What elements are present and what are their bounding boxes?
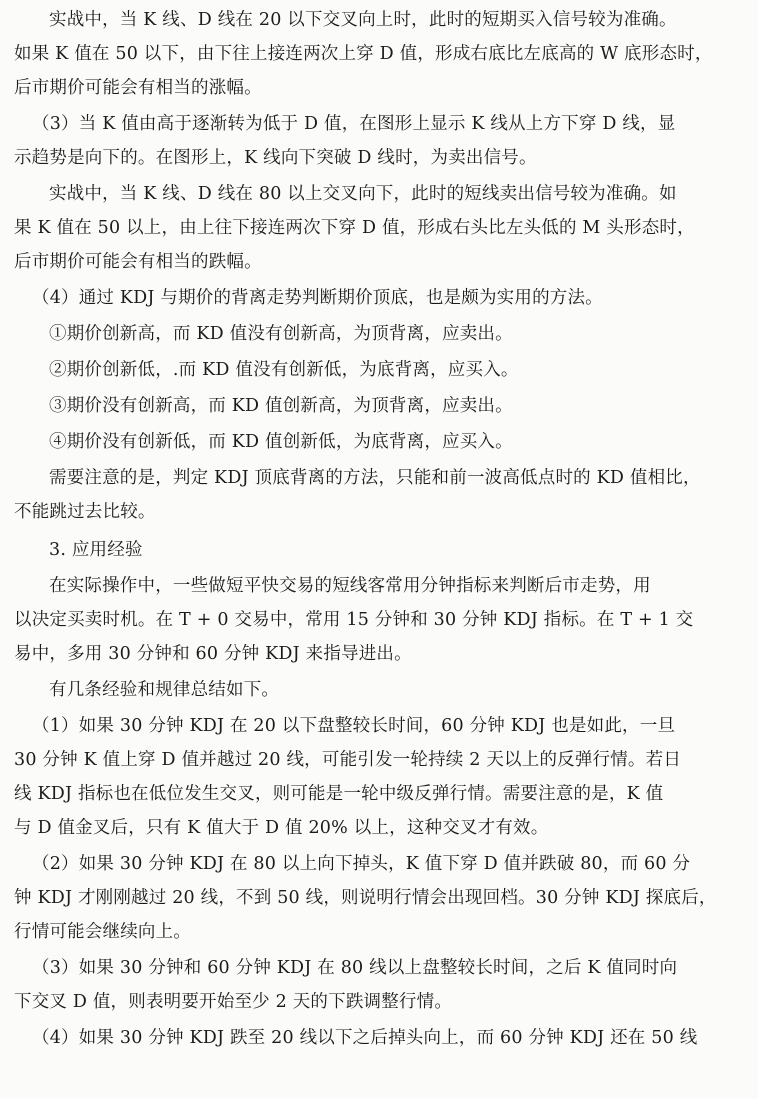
list-item [14, 317, 744, 351]
text-line: 需要注意的是，判定 KDJ 顶底背离的方法，只能和前一波高低点时的 KD 值相比， [49, 468, 701, 488]
text-line: ③期价没有创新高，而 KD 值创新高，为顶背离，应卖出。 [49, 396, 513, 416]
paragraph [14, 1021, 744, 1055]
text-line: （1）如果 30 分钟 KDJ 在 20 以下盘整较长时间，60 分钟 KDJ 也是如此，一旦 [32, 716, 676, 736]
text-line: 30 分钟 K 值上穿 D 值并越过 20 线，可能引发一轮持续 2 天以上的反弹行情。若日 [14, 750, 682, 770]
text-line: 以决定买卖时机。在 T + 0 交易中，常用 15 分钟和 30 分钟 KDJ 指标。在 T + 1 交 [14, 610, 694, 630]
text-line: ②期价创新低，.而 KD 值没有创新低，为底背离，应买入。 [49, 360, 519, 380]
text-line: 果 K 值在 50 以上，由上往下接连两次下穿 D 值，形成右头比左头低的 M 头形态时， [14, 218, 695, 238]
text-line: 3. 应用经验 [49, 540, 143, 560]
paragraph [14, 951, 744, 1019]
text-line: （3）当 K 值由高于逐渐转为低于 D 值，在图形上显示 K 线从上方下穿 D 线，显 [32, 114, 676, 134]
text-line: ④期价没有创新低，而 KD 值创新低，为底背离，应买入。 [49, 432, 513, 452]
paragraph [14, 847, 744, 949]
paragraph [14, 3, 744, 105]
text-line: 线 KDJ 指标也在低位发生交叉，则可能是一轮中级反弹行情。需要注意的是，K 值 [14, 784, 664, 804]
text-line: 如果 K 值在 50 以下，由下往上接连两次上穿 D 值，形成右底比左底高的 W 底形态时， [14, 44, 713, 64]
text-line: 实战中，当 K 线、D 线在 20 以下交叉向上时，此时的短期买入信号较为准确。 [49, 10, 677, 30]
text-line: 示趋势是向下的。在图形上，K 线向下突破 D 线时，为卖出信号。 [14, 148, 537, 168]
section-heading [14, 533, 744, 567]
paragraph [14, 709, 744, 845]
text-line: （2）如果 30 分钟 KDJ 在 80 以上向下掉头，K 值下穿 D 值并跌破 80，而 60 分 [32, 854, 691, 874]
text-line: 在实际操作中，一些做短平快交易的短线客常用分钟指标来判断后市走势，用 [49, 576, 651, 596]
text-line: 后市期价可能会有相当的跌幅。 [14, 252, 262, 272]
text-line: 钟 KDJ 才刚刚越过 20 线，不到 50 线，则说明行情会出现回档。30 分钟 KDJ 探底后， [14, 888, 717, 908]
text-line: （4）如果 30 分钟 KDJ 跌至 20 线以下之后掉头向上，而 60 分钟 KDJ 还在 50 线 [32, 1028, 698, 1048]
list-item [14, 353, 744, 387]
paragraph [14, 569, 744, 671]
paragraph [14, 281, 744, 315]
text-line: 有几条经验和规律总结如下。 [49, 680, 280, 700]
paragraph [14, 673, 744, 707]
text-line: ①期价创新高，而 KD 值没有创新高，为顶背离，应卖出。 [49, 324, 513, 344]
text-line: （4）通过 KDJ 与期价的背离走势判断期价顶底，也是颇为实用的方法。 [32, 288, 603, 308]
text-line: 不能跳过去比较。 [14, 502, 156, 522]
text-line: 下交叉 D 值，则表明要开始至少 2 天的下跌调整行情。 [14, 992, 453, 1012]
text-line: 后市期价可能会有相当的涨幅。 [14, 78, 262, 98]
list-item [14, 389, 744, 423]
paragraph [14, 107, 744, 175]
text-line: 实战中，当 K 线、D 线在 80 以上交叉向下，此时的短线卖出信号较为准确。如 [49, 184, 677, 204]
text-line: （3）如果 30 分钟和 60 分钟 KDJ 在 80 线以上盘整较长时间，之后 K 值同时向 [32, 958, 678, 978]
text-line: 行情可能会继续向上。 [14, 922, 191, 942]
text-line: 易中，多用 30 分钟和 60 分钟 KDJ 来指导进出。 [14, 644, 412, 664]
paragraph [14, 461, 744, 529]
paragraph [14, 177, 744, 279]
text-line: 与 D 值金叉后，只有 K 值大于 D 值 20% 以上，这种交叉才有效。 [14, 818, 549, 838]
list-item [14, 425, 744, 459]
